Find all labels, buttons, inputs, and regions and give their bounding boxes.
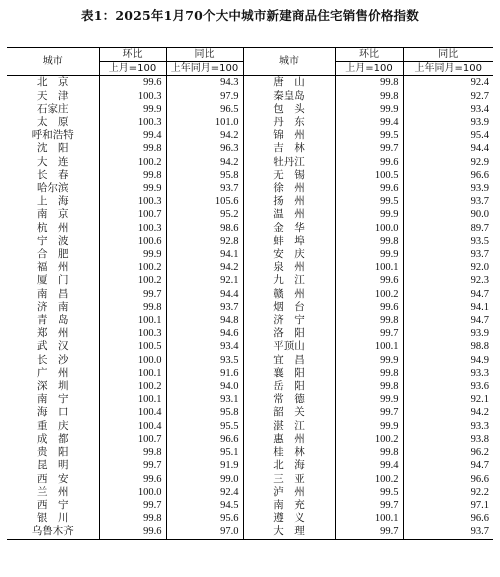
yoy-value-left: 95.8 <box>166 169 243 182</box>
table-row <box>7 433 493 446</box>
city-name-right: 牡丹江 <box>243 156 335 169</box>
city-name-right: 常 德 <box>243 393 335 406</box>
mom-value-right: 99.7 <box>335 499 403 512</box>
yoy-value-right: 94.4 <box>403 142 493 155</box>
yoy-value-right: 94.7 <box>403 314 493 327</box>
mom-value-right: 100.2 <box>335 433 403 446</box>
yoy-value-left: 91.6 <box>166 367 243 380</box>
mom-value-left: 99.7 <box>99 499 166 512</box>
mom-value-left: 100.3 <box>99 90 166 103</box>
city-name-right: 泉 州 <box>243 261 335 274</box>
table-row <box>7 473 493 486</box>
city-name-right: 大 理 <box>243 525 335 539</box>
table-title: 表1：2025年1月70个大中城市新建商品住宅销售价格指数 <box>81 8 419 23</box>
yoy-value-left: 93.7 <box>166 182 243 195</box>
mom-value-left: 99.8 <box>99 446 166 459</box>
table-row <box>7 354 493 367</box>
yoy-value-left: 94.5 <box>166 499 243 512</box>
table-row <box>7 156 493 169</box>
city-name-right: 南 充 <box>243 499 335 512</box>
yoy-value-right: 96.2 <box>403 446 493 459</box>
mom-value-left: 100.3 <box>99 327 166 340</box>
yoy-value-left: 93.1 <box>166 393 243 406</box>
yoy-value-right: 92.0 <box>403 261 493 274</box>
city-name-right: 丹 东 <box>243 116 335 129</box>
mom-value-right: 100.2 <box>335 288 403 301</box>
mom-value-right: 99.5 <box>335 195 403 208</box>
mom-value-right: 99.5 <box>335 129 403 142</box>
yoy-value-right: 92.7 <box>403 90 493 103</box>
header-city-right: 城市 <box>243 48 335 76</box>
city-name-left: 西 安 <box>37 472 69 485</box>
yoy-value-left: 98.6 <box>166 222 243 235</box>
city-name-left: 济 南 <box>37 300 69 313</box>
city-name-right: 徐 州 <box>243 182 335 195</box>
mom-value-right: 99.8 <box>335 76 403 90</box>
city-name-left: 兰 州 <box>37 485 69 498</box>
yoy-value-right: 93.3 <box>403 367 493 380</box>
city-name-right: 襄 阳 <box>243 367 335 380</box>
yoy-value-right: 92.1 <box>403 393 493 406</box>
table-row <box>7 525 493 539</box>
table-row <box>7 327 493 340</box>
yoy-value-left: 95.1 <box>166 446 243 459</box>
mom-value-right: 100.1 <box>335 261 403 274</box>
mom-value-left: 100.1 <box>99 314 166 327</box>
yoy-value-right: 93.6 <box>403 380 493 393</box>
header-yoy-base-left: 上年同月=100 <box>166 62 243 76</box>
table-row <box>7 261 493 274</box>
table-row <box>7 340 493 353</box>
city-name-right: 泸 州 <box>243 486 335 499</box>
yoy-value-right: 93.7 <box>403 525 493 539</box>
city-name-left: 天 津 <box>37 89 69 102</box>
yoy-value-left: 94.2 <box>166 261 243 274</box>
mom-value-right: 99.9 <box>335 393 403 406</box>
city-name-left: 深 圳 <box>37 380 69 393</box>
city-name-left: 宁 波 <box>37 234 69 247</box>
city-name-left: 太 原 <box>37 116 69 129</box>
table-row <box>7 393 493 406</box>
yoy-value-right: 93.4 <box>403 103 493 116</box>
yoy-value-left: 92.4 <box>166 486 243 499</box>
table-row <box>7 499 493 512</box>
city-name-right: 韶 关 <box>243 406 335 419</box>
mom-value-left: 99.6 <box>99 525 166 539</box>
mom-value-left: 99.6 <box>99 473 166 486</box>
mom-value-right: 99.6 <box>335 301 403 314</box>
yoy-value-right: 93.9 <box>403 182 493 195</box>
mom-value-right: 99.4 <box>335 459 403 472</box>
mom-value-right: 99.8 <box>335 235 403 248</box>
mom-value-left: 100.1 <box>99 367 166 380</box>
yoy-value-left: 92.1 <box>166 274 243 287</box>
yoy-value-left: 92.8 <box>166 235 243 248</box>
yoy-value-left: 93.7 <box>166 301 243 314</box>
city-name-left: 长 沙 <box>37 353 69 366</box>
table-row <box>7 367 493 380</box>
city-name-right: 湛 江 <box>243 420 335 433</box>
city-name-left: 乌鲁木齐 <box>7 525 99 539</box>
mom-value-left: 100.5 <box>99 340 166 353</box>
table-row <box>7 420 493 433</box>
yoy-value-right: 92.2 <box>403 486 493 499</box>
city-name-left: 海 口 <box>37 406 69 419</box>
mom-value-left: 99.6 <box>99 76 166 90</box>
table-row <box>7 182 493 195</box>
city-name-right: 岳 阳 <box>243 380 335 393</box>
yoy-value-right: 94.2 <box>403 406 493 419</box>
yoy-value-left: 94.1 <box>166 248 243 261</box>
mom-value-left: 100.7 <box>99 208 166 221</box>
table-row <box>7 301 493 314</box>
city-name-right: 洛 阳 <box>243 327 335 340</box>
mom-value-right: 99.7 <box>335 525 403 539</box>
city-name-left: 成 都 <box>37 432 69 445</box>
table-row <box>7 248 493 261</box>
yoy-value-right: 94.7 <box>403 459 493 472</box>
yoy-value-right: 93.3 <box>403 420 493 433</box>
city-name-left: 郑 州 <box>37 327 69 340</box>
table-row <box>7 274 493 287</box>
yoy-value-right: 93.8 <box>403 433 493 446</box>
yoy-value-left: 95.5 <box>166 420 243 433</box>
yoy-value-right: 94.9 <box>403 354 493 367</box>
city-name-right: 九 江 <box>243 274 335 287</box>
mom-value-left: 99.9 <box>99 182 166 195</box>
mom-value-right: 99.8 <box>335 367 403 380</box>
mom-value-left: 100.2 <box>99 261 166 274</box>
header-yoy-base-right: 上年同月=100 <box>403 62 493 76</box>
header-city-left: 城市 <box>7 48 99 76</box>
city-name-left: 沈 阳 <box>37 142 69 155</box>
mom-value-right: 99.8 <box>335 314 403 327</box>
yoy-value-right: 96.6 <box>403 169 493 182</box>
city-name-left: 石家庄 <box>37 102 69 115</box>
yoy-value-left: 96.5 <box>166 103 243 116</box>
city-name-right: 宜 昌 <box>243 354 335 367</box>
mom-value-left: 100.0 <box>99 486 166 499</box>
mom-value-right: 99.7 <box>335 406 403 419</box>
mom-value-left: 100.1 <box>99 393 166 406</box>
city-name-right: 北 海 <box>243 459 335 472</box>
header-yoy-left: 同比 <box>166 48 243 62</box>
city-name-right: 遵 义 <box>243 512 335 525</box>
table-row <box>7 116 493 129</box>
table-row <box>7 446 493 459</box>
yoy-value-right: 94.7 <box>403 288 493 301</box>
mom-value-left: 100.7 <box>99 433 166 446</box>
yoy-value-right: 92.4 <box>403 76 493 90</box>
table-row <box>7 486 493 499</box>
mom-value-right: 99.8 <box>335 90 403 103</box>
header-yoy-right: 同比 <box>403 48 493 62</box>
yoy-value-left: 95.8 <box>166 406 243 419</box>
mom-value-right: 99.6 <box>335 274 403 287</box>
yoy-value-right: 93.9 <box>403 327 493 340</box>
city-name-left: 长 春 <box>37 168 69 181</box>
city-name-left: 厦 门 <box>37 274 69 287</box>
header-mom-left: 环比 <box>99 48 166 62</box>
city-name-right: 秦皇岛 <box>243 90 335 103</box>
yoy-value-right: 96.6 <box>403 473 493 486</box>
city-name-left: 银 川 <box>37 512 69 525</box>
mom-value-left: 100.3 <box>99 222 166 235</box>
city-name-left: 呼和浩特 <box>31 129 74 142</box>
mom-value-left: 100.2 <box>99 274 166 287</box>
city-name-left: 昆 明 <box>37 459 69 472</box>
yoy-value-left: 105.6 <box>166 195 243 208</box>
table-body <box>7 76 493 539</box>
table-row <box>7 169 493 182</box>
mom-value-right: 100.1 <box>335 512 403 525</box>
mom-value-left: 99.8 <box>99 512 166 525</box>
table-row <box>7 222 493 235</box>
table-row <box>7 142 493 155</box>
yoy-value-right: 96.6 <box>403 512 493 525</box>
city-name-left: 武 汉 <box>37 340 69 353</box>
mom-value-right: 99.5 <box>335 486 403 499</box>
yoy-value-left: 94.3 <box>166 76 243 90</box>
yoy-value-right: 97.1 <box>403 499 493 512</box>
yoy-value-left: 96.3 <box>166 142 243 155</box>
mom-value-right: 100.2 <box>335 473 403 486</box>
mom-value-left: 100.2 <box>99 156 166 169</box>
city-name-left: 西 宁 <box>37 498 69 511</box>
city-name-right: 平顶山 <box>243 340 335 353</box>
mom-value-left: 100.3 <box>99 116 166 129</box>
yoy-value-left: 93.4 <box>166 340 243 353</box>
yoy-value-left: 94.4 <box>166 288 243 301</box>
table-row <box>7 235 493 248</box>
table-row <box>7 90 493 103</box>
city-name-right: 蚌 埠 <box>243 235 335 248</box>
mom-value-left: 100.4 <box>99 406 166 419</box>
mom-value-left: 99.7 <box>99 288 166 301</box>
city-name-right: 扬 州 <box>243 195 335 208</box>
city-name-right: 锦 州 <box>243 129 335 142</box>
yoy-value-right: 92.3 <box>403 274 493 287</box>
mom-value-left: 99.7 <box>99 459 166 472</box>
yoy-value-left: 94.6 <box>166 327 243 340</box>
mom-value-left: 99.4 <box>99 129 166 142</box>
table-row <box>7 129 493 142</box>
mom-value-left: 99.8 <box>99 169 166 182</box>
mom-value-right: 99.4 <box>335 116 403 129</box>
mom-value-right: 99.6 <box>335 182 403 195</box>
yoy-value-left: 93.5 <box>166 354 243 367</box>
yoy-value-right: 93.9 <box>403 116 493 129</box>
city-name-right: 烟 台 <box>243 301 335 314</box>
mom-value-right: 100.5 <box>335 169 403 182</box>
city-name-left: 杭 州 <box>37 221 69 234</box>
city-name-right: 包 头 <box>243 103 335 116</box>
yoy-value-right: 93.5 <box>403 235 493 248</box>
city-name-left: 合 肥 <box>37 248 69 261</box>
city-name-right: 金 华 <box>243 222 335 235</box>
city-name-left: 上 海 <box>37 195 69 208</box>
yoy-value-left: 97.0 <box>166 525 243 539</box>
header-mom-base-right: 上月=100 <box>335 62 403 76</box>
city-name-right: 唐 山 <box>243 76 335 90</box>
mom-value-left: 100.3 <box>99 195 166 208</box>
city-name-right: 三 亚 <box>243 473 335 486</box>
yoy-value-right: 95.4 <box>403 129 493 142</box>
mom-value-left: 100.0 <box>99 354 166 367</box>
table-row <box>7 288 493 301</box>
header-mom-base-left: 上月=100 <box>99 62 166 76</box>
mom-value-left: 99.9 <box>99 248 166 261</box>
mom-value-right: 99.9 <box>335 208 403 221</box>
mom-value-right: 99.8 <box>335 380 403 393</box>
yoy-value-right: 89.7 <box>403 222 493 235</box>
table-row <box>7 406 493 419</box>
city-name-right: 吉 林 <box>243 142 335 155</box>
city-name-left: 青 岛 <box>37 314 69 327</box>
table-row <box>7 103 493 116</box>
mom-value-right: 99.9 <box>335 248 403 261</box>
mom-value-right: 99.6 <box>335 156 403 169</box>
table-row <box>7 380 493 393</box>
yoy-value-left: 94.2 <box>166 129 243 142</box>
city-name-left: 南 京 <box>37 208 69 221</box>
header-mom-right: 环比 <box>335 48 403 62</box>
city-name-right: 惠 州 <box>243 433 335 446</box>
yoy-value-right: 93.7 <box>403 195 493 208</box>
city-name-left: 北 京 <box>37 76 69 89</box>
city-name-right: 桂 林 <box>243 446 335 459</box>
yoy-value-left: 95.2 <box>166 208 243 221</box>
mom-value-left: 100.2 <box>99 380 166 393</box>
city-name-right: 赣 州 <box>243 288 335 301</box>
yoy-value-right: 90.0 <box>403 208 493 221</box>
mom-value-right: 99.8 <box>335 446 403 459</box>
table-row <box>7 76 493 90</box>
mom-value-right: 99.7 <box>335 327 403 340</box>
mom-value-right: 100.0 <box>335 222 403 235</box>
city-name-left: 广 州 <box>37 366 69 379</box>
city-name-right: 济 宁 <box>243 314 335 327</box>
city-name-left: 南 昌 <box>37 287 69 300</box>
yoy-value-left: 94.0 <box>166 380 243 393</box>
mom-value-right: 99.9 <box>335 420 403 433</box>
city-name-right: 无 锡 <box>243 169 335 182</box>
yoy-value-right: 93.7 <box>403 248 493 261</box>
mom-value-left: 99.9 <box>99 103 166 116</box>
table-row <box>7 208 493 221</box>
city-name-left: 哈尔滨 <box>37 182 69 195</box>
price-index-table <box>7 47 493 540</box>
yoy-value-right: 98.8 <box>403 340 493 353</box>
city-name-left: 贵 阳 <box>37 446 69 459</box>
mom-value-right: 100.1 <box>335 340 403 353</box>
mom-value-left: 99.8 <box>99 301 166 314</box>
mom-value-right: 99.7 <box>335 142 403 155</box>
yoy-value-left: 101.0 <box>166 116 243 129</box>
yoy-value-left: 94.2 <box>166 156 243 169</box>
yoy-value-left: 95.6 <box>166 512 243 525</box>
mom-value-left: 99.8 <box>99 142 166 155</box>
city-name-left: 大 连 <box>37 155 69 168</box>
mom-value-right: 99.9 <box>335 103 403 116</box>
yoy-value-right: 94.1 <box>403 301 493 314</box>
yoy-value-left: 96.6 <box>166 433 243 446</box>
city-name-left: 南 宁 <box>37 393 69 406</box>
yoy-value-left: 91.9 <box>166 459 243 472</box>
mom-value-left: 100.4 <box>99 420 166 433</box>
city-name-left: 福 州 <box>37 261 69 274</box>
yoy-value-left: 94.8 <box>166 314 243 327</box>
city-name-left: 重 庆 <box>37 419 69 432</box>
table-row <box>7 195 493 208</box>
table-row <box>7 512 493 525</box>
yoy-value-right: 92.9 <box>403 156 493 169</box>
city-name-right: 温 州 <box>243 208 335 221</box>
mom-value-right: 99.9 <box>335 354 403 367</box>
table-row <box>7 459 493 472</box>
yoy-value-left: 97.9 <box>166 90 243 103</box>
table-row <box>7 314 493 327</box>
mom-value-left: 100.6 <box>99 235 166 248</box>
city-name-right: 安 庆 <box>243 248 335 261</box>
yoy-value-left: 99.0 <box>166 473 243 486</box>
